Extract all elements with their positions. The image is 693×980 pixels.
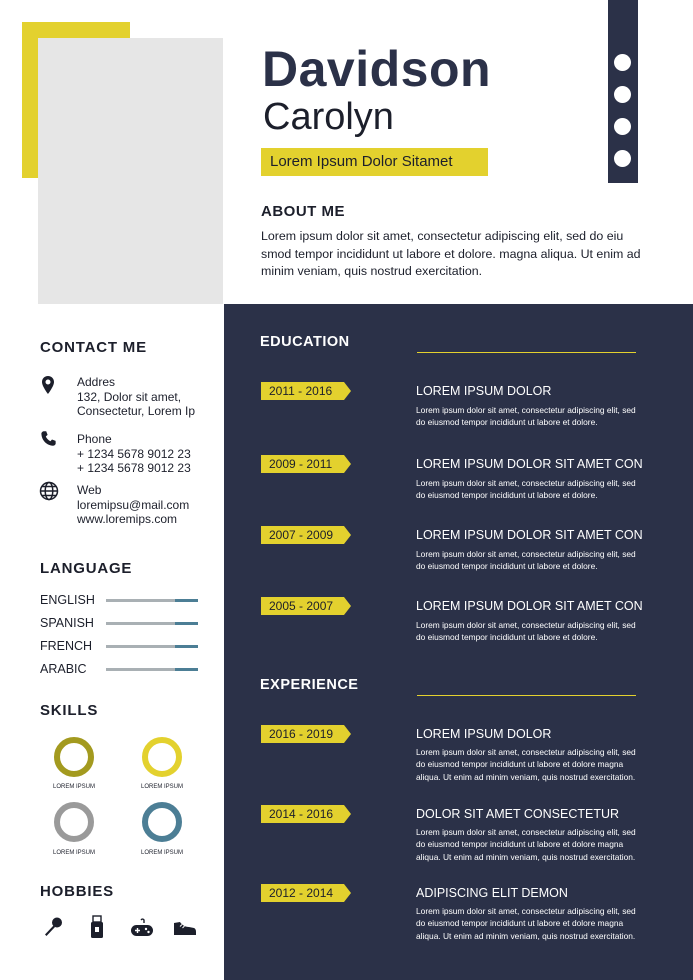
experience-item-desc: Lorem ipsum dolor sit amet, consectetur adipiscing elit, sed do eiusmod tempor incididunt ut labore et dolore magna aliqua. Ut enim ad minim veniam, quis nostrud exercitation. xyxy=(416,906,636,941)
about-text: Lorem ipsum dolor sit amet, consectetur adipiscing elit, sed do eiu smod tempor incididunt ut labore et dolore. magna aliqua. Ut enim ad minim veniam, quis nostrud exercitation. xyxy=(261,229,641,279)
experience-title: EXPERIENCE xyxy=(260,677,359,693)
language-title: LANGUAGE xyxy=(40,560,133,577)
contact-address-label: Addres xyxy=(77,375,116,389)
decorative-dot xyxy=(614,86,631,103)
skill-ring xyxy=(48,731,100,783)
year-text: 2014 - 2016 xyxy=(269,807,334,821)
contact-address xyxy=(77,375,195,419)
year-badge xyxy=(261,884,351,902)
language-label: ARABIC xyxy=(40,662,87,676)
contact-address-line: 132, Dolor sit amet, xyxy=(77,389,182,404)
education-title: EDUCATION xyxy=(260,334,350,350)
decorative-side-bar xyxy=(608,0,638,183)
year-badge xyxy=(261,805,351,823)
sneaker-icon xyxy=(173,918,195,940)
contact-web-line: loremipsu@mail.com xyxy=(77,497,190,512)
year-badge xyxy=(261,455,351,473)
year-text: 2007 - 2009 xyxy=(269,528,334,542)
contact-phone xyxy=(77,432,191,476)
year-badge xyxy=(261,597,351,615)
language-level-bar xyxy=(106,622,198,625)
contact-phone-line: + 1234 5678 9012 23 xyxy=(77,461,191,475)
year-text: 2012 - 2014 xyxy=(269,886,334,900)
contact-title: CONTACT ME xyxy=(40,339,147,356)
language-level-bar xyxy=(106,599,198,602)
experience-item-title: LOREM IPSUM DOLOR xyxy=(416,727,552,741)
globe-icon xyxy=(39,481,59,506)
language-label: ENGLISH xyxy=(40,593,95,607)
location-pin-icon xyxy=(40,376,56,399)
education-item-title: LOREM IPSUM DOLOR SIT AMET CON xyxy=(416,457,643,471)
language-level-fill xyxy=(175,622,198,625)
experience-item-title: DOLOR SIT AMET CONSECTETUR xyxy=(416,807,620,821)
skill-ring-arc xyxy=(145,740,179,774)
profile-photo-placeholder xyxy=(38,38,223,304)
skill-label: LOREM IPSUM xyxy=(52,784,95,790)
experience-item-desc: Lorem ipsum dolor sit amet, consectetur adipiscing elit, sed do eiusmod tempor incididunt ut labore et dolore magna aliqua. Ut enim ad minim veniam, quis nostrud exercitation. xyxy=(416,747,636,782)
language-level-fill xyxy=(175,668,198,671)
language-level-fill xyxy=(175,645,198,648)
skill-ring xyxy=(136,796,188,848)
education-item-desc: Lorem ipsum dolor sit amet, consectetur adipiscing elit, sed do eiusmod tempor incididunt ut labore et dolore. xyxy=(416,620,636,643)
skill-ring xyxy=(48,796,100,848)
education-item-desc: Lorem ipsum dolor sit amet, consectetur adipiscing elit, sed do eiusmod tempor incididunt ut labore et dolore. xyxy=(416,549,636,572)
experience-item-desc: Lorem ipsum dolor sit amet, consectetur adipiscing elit, sed do eiusmod tempor incididunt ut labore et dolore magna aliqua. Ut enim ad minim veniam, quis nostrud exercitation. xyxy=(416,827,636,862)
year-text: 2005 - 2007 xyxy=(269,599,334,613)
skill-label: LOREM IPSUM xyxy=(140,784,183,790)
contact-web-line: www.loremips.com xyxy=(77,512,178,526)
decorative-dot xyxy=(614,118,631,135)
year-text: 2009 - 2011 xyxy=(269,457,333,471)
skill-ring-arc xyxy=(57,805,91,839)
decorative-dot xyxy=(614,150,631,167)
year-badge xyxy=(261,725,351,743)
language-level-bar xyxy=(106,668,198,671)
year-text: 2016 - 2019 xyxy=(269,727,334,741)
gamepad-icon xyxy=(130,918,152,940)
contact-web-label: Web xyxy=(77,483,102,497)
contact-phone-line: + 1234 5678 9012 23 xyxy=(77,446,191,461)
skill-ring-arc xyxy=(145,805,179,839)
skill-ring-arc xyxy=(57,740,91,774)
language-level-bar xyxy=(106,645,198,648)
year-text: 2011 - 2016 xyxy=(269,384,333,398)
language-label: FRENCH xyxy=(40,639,93,653)
education-item-title: LOREM IPSUM DOLOR SIT AMET CON xyxy=(416,599,643,613)
microphone-icon xyxy=(42,916,64,938)
experience-divider xyxy=(417,695,636,696)
contact-address-line: Consectetur, Lorem Ip xyxy=(77,404,196,418)
last-name: Davidson xyxy=(262,41,492,97)
skill-ring xyxy=(136,731,188,783)
first-name: Carolyn xyxy=(263,96,394,138)
tagline-badge: Lorem Ipsum Dolor Sitamet xyxy=(261,148,488,176)
language-level-fill xyxy=(175,599,198,602)
education-item-title: LOREM IPSUM DOLOR SIT AMET CON xyxy=(416,528,643,542)
phone-icon xyxy=(40,430,58,453)
skill-label: LOREM IPSUM xyxy=(52,850,95,856)
education-item-title: LOREM IPSUM DOLOR xyxy=(416,384,552,398)
experience-item-title: ADIPISCING ELIT DEMON xyxy=(416,886,568,900)
decorative-dot xyxy=(614,54,631,71)
year-badge xyxy=(261,526,351,544)
contact-phone-label: Phone xyxy=(77,432,112,446)
skill-label: LOREM IPSUM xyxy=(140,850,183,856)
education-item-desc: Lorem ipsum dolor sit amet, consectetur adipiscing elit, sed do eiusmod tempor incididunt ut labore et dolore. xyxy=(416,405,636,428)
education-divider xyxy=(417,352,636,353)
usb-drive-icon xyxy=(88,915,110,937)
education-item-desc: Lorem ipsum dolor sit amet, consectetur adipiscing elit, sed do eiusmod tempor incididunt ut labore et dolore. xyxy=(416,478,636,501)
year-badge xyxy=(261,382,351,400)
about-title: ABOUT ME xyxy=(261,203,345,220)
contact-web xyxy=(77,483,189,527)
hobbies-title: HOBBIES xyxy=(40,883,114,900)
skills-title: SKILLS xyxy=(40,702,99,719)
language-label: SPANISH xyxy=(40,616,94,630)
